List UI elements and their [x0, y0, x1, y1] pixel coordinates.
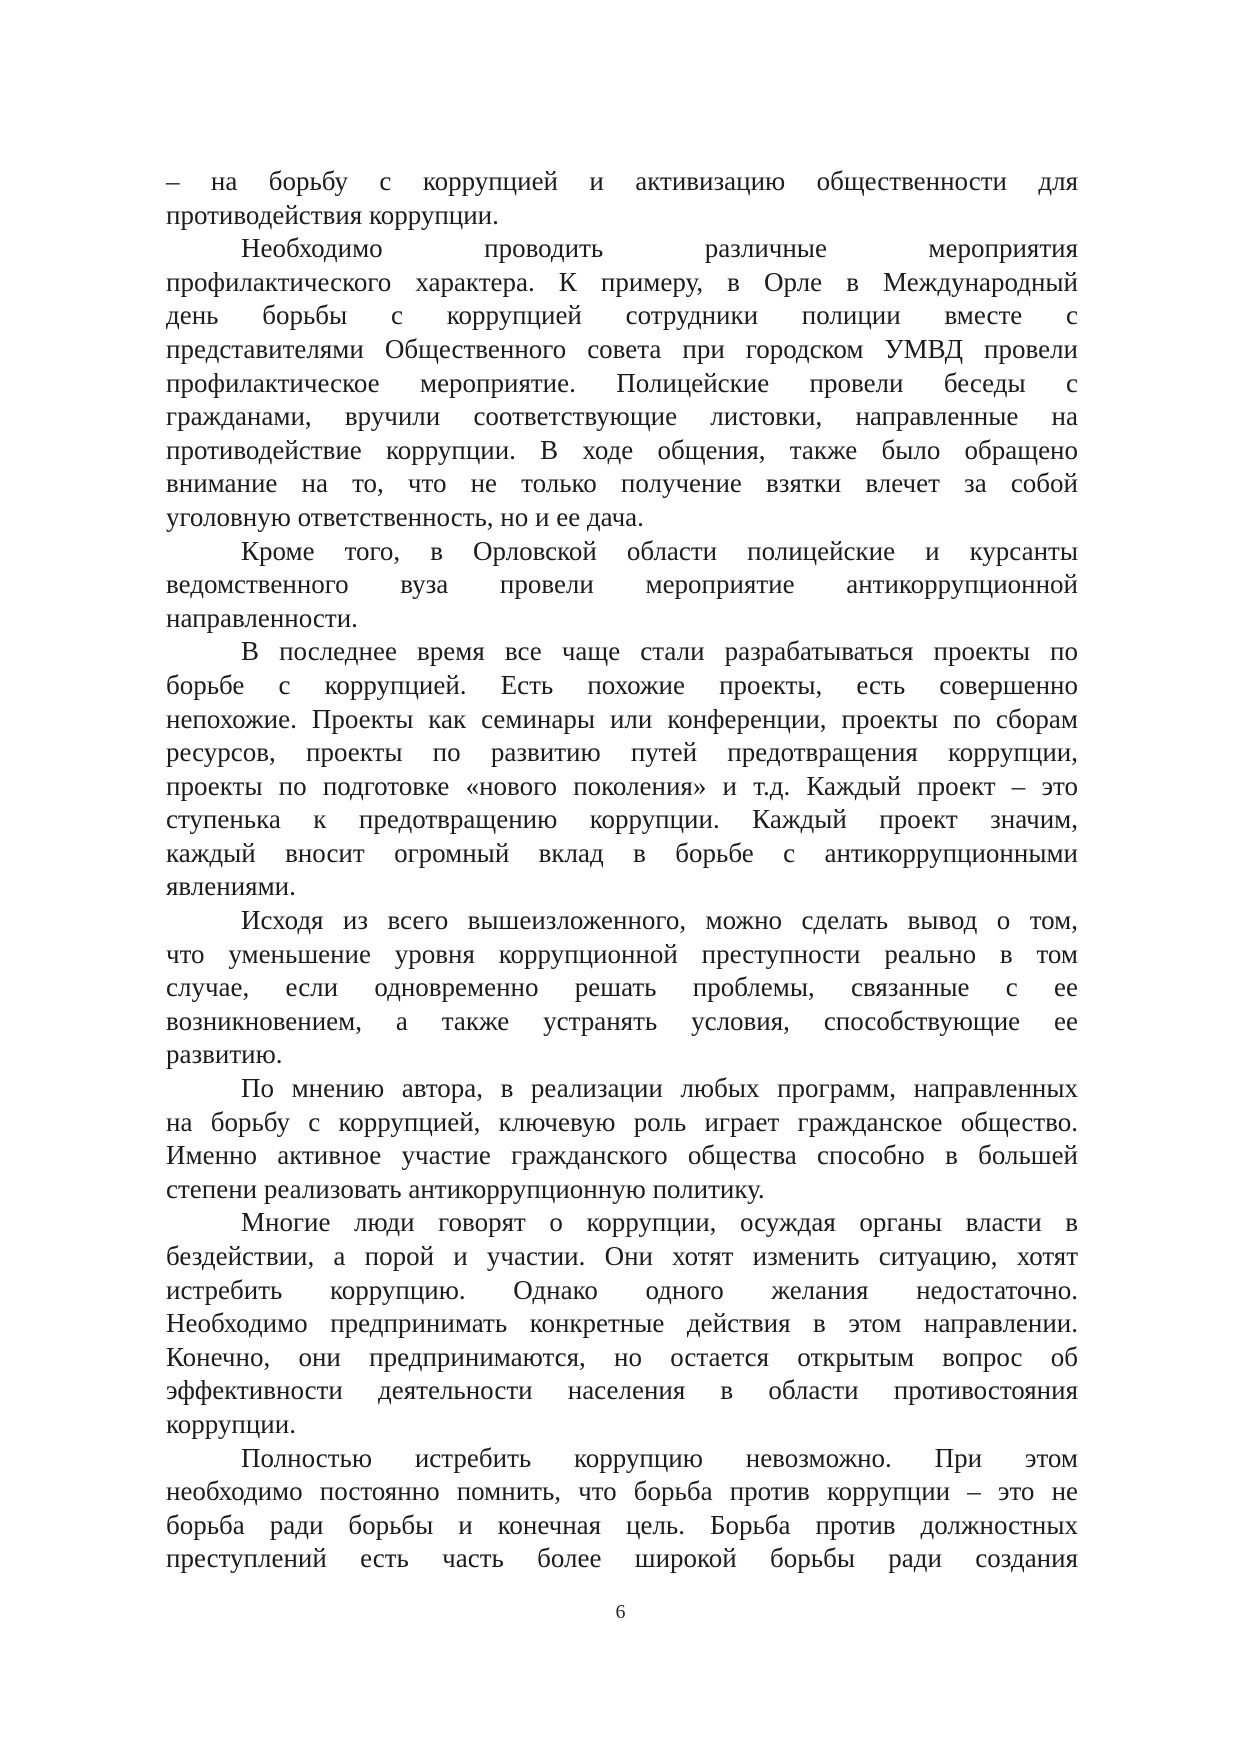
text-line: каждый вносит огромный вклад в борьбе с антикоррупционными	[166, 837, 1078, 868]
text-line: уголовную ответственность, но и ее дача.	[166, 501, 644, 532]
text-line: истребить коррупцию. Однако одного желания недостаточно.	[166, 1274, 1078, 1305]
text-line: гражданами, вручили соответствующие листовки, направленные на	[166, 401, 1078, 432]
text-line: Исходя из всего вышеизложенного, можно сделать вывод о том,	[241, 905, 1078, 936]
text-line: степени реализовать антикоррупционную политику.	[166, 1173, 765, 1204]
page-number: 6	[615, 1601, 626, 1623]
text-line: коррупции.	[166, 1408, 296, 1439]
text-line: представителями Общественного совета при городском УМВД провели	[166, 333, 1078, 364]
text-line: Кроме того, в Орловской области полицейские и курсанты	[241, 535, 1078, 566]
body-text	[166, 165, 1078, 1576]
text-line: профилактическое мероприятие. Полицейские провели беседы с	[166, 367, 1078, 398]
text-line: внимание на то, что не только получение взятки влечет за собой	[166, 468, 1078, 499]
text-line: Многие люди говорят о коррупции, осуждая органы власти в	[241, 1207, 1078, 1238]
text-line: проекты по подготовке «нового поколения» и т.д. Каждый проект – это	[166, 770, 1078, 801]
text-line: направленности.	[166, 602, 358, 633]
text-line: возникновением, а также устранять условия, способствующие ее	[166, 1005, 1078, 1036]
text-line: В последнее время все чаще стали разрабатываться проекты по	[241, 636, 1078, 667]
text-line: ведомственного вуза провели мероприятие антикоррупционной	[166, 569, 1078, 600]
text-line: Конечно, они предпринимаются, но остается открытым вопрос об	[166, 1341, 1078, 1372]
text-line: необходимо постоянно помнить, что борьба против коррупции – это не	[166, 1476, 1078, 1507]
text-line: противодействия коррупции.	[166, 199, 499, 230]
text-line: что уменьшение уровня коррупционной преступности реально в том	[166, 938, 1078, 969]
text-line: борьбе с коррупцией. Есть похожие проекты, есть совершенно	[166, 669, 1078, 700]
text-line: профилактического характера. К примеру, в Орле в Международный	[166, 266, 1078, 297]
text-line: на борьбу с коррупцией, ключевую роль играет гражданское общество.	[166, 1106, 1078, 1137]
text-line: преступлений есть часть более широкой борьбы ради создания	[166, 1543, 1078, 1574]
text-line: Полностью истребить коррупцию невозможно. При этом	[241, 1442, 1078, 1473]
text-line: – на борьбу с коррупцией и активизацию общественности для	[166, 166, 1078, 196]
text-line: Необходимо проводить различные мероприятия	[241, 233, 1078, 264]
text-line: ресурсов, проекты по развитию путей предотвращения коррупции,	[166, 737, 1078, 768]
text-line: Именно активное участие гражданского общества способно в большей	[166, 1140, 1078, 1171]
text-line: день борьбы с коррупцией сотрудники полиции вместе с	[166, 300, 1078, 331]
text-line: ступенька к предотвращению коррупции. Каждый проект значим,	[166, 804, 1078, 835]
text-line: борьба ради борьбы и конечная цель. Борьба против должностных	[166, 1509, 1078, 1540]
text-line: явлениями.	[166, 871, 296, 902]
text-line: развитию.	[166, 1039, 283, 1070]
text-line: Необходимо предпринимать конкретные действия в этом направлении.	[166, 1308, 1078, 1339]
text-line: бездействии, а порой и участии. Они хотят изменить ситуацию, хотят	[166, 1241, 1078, 1271]
text-line: случае, если одновременно решать проблемы, связанные с ее	[166, 972, 1078, 1003]
text-line: противодействие коррупции. В ходе общения, также было обращено	[166, 434, 1078, 465]
text-line: По мнению автора, в реализации любых программ, направленных	[241, 1073, 1078, 1104]
text-line: непохожие. Проекты как семинары или конференции, проекты по сборам	[166, 703, 1078, 734]
text-line: эффективности деятельности населения в области противостояния	[166, 1375, 1078, 1406]
